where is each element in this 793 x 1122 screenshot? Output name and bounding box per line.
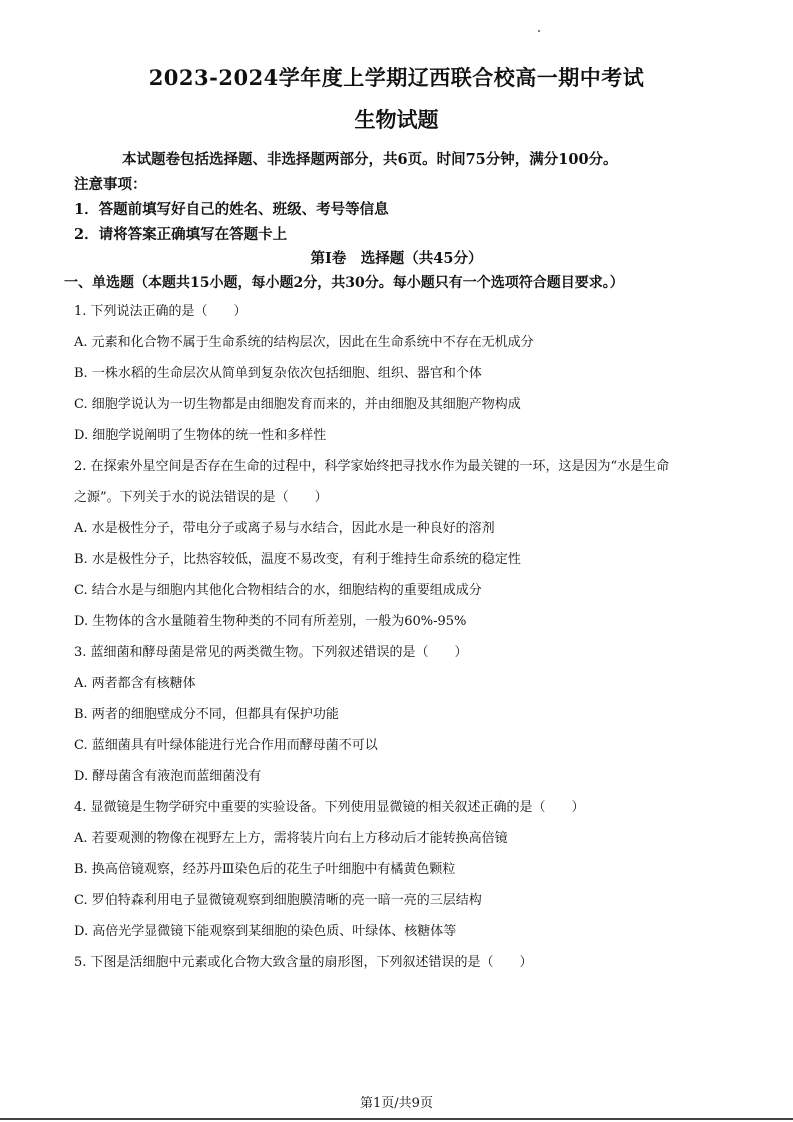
bottom-rule xyxy=(0,1118,793,1120)
scan-speck xyxy=(538,30,540,32)
option-line: A. 两者都含有核糖体 xyxy=(74,676,196,691)
option-line: B. 换高倍镜观察，经苏丹Ⅲ染色后的花生子叶细胞中有橘黄色颗粒 xyxy=(74,862,456,877)
option-line: C. 罗伯特森利用电子显微镜观察到细胞膜清晰的亮一暗一亮的三层结构 xyxy=(74,893,482,908)
option-line: B. 一株水稻的生命层次从简单到复杂依次包括细胞、组织、器官和个体 xyxy=(74,366,482,381)
question-line: 4. 显微镜是生物学研究中重要的实验设备。下列使用显微镜的相关叙述正确的是（ ） xyxy=(74,800,585,815)
question-line: 5. 下图是活细胞中元素或化合物大致含量的扇形图，下列叙述错误的是（ ） xyxy=(74,955,533,970)
option-line: D. 酵母菌含有液泡而蓝细菌没有 xyxy=(74,769,262,784)
option-line: D. 细胞学说阐明了生物体的统一性和多样性 xyxy=(74,428,327,443)
option-line: D. 生物体的含水量随着生物种类的不同有所差别，一般为60%-95% xyxy=(74,614,467,629)
exam-intro: 本试题卷包括选择题、非选择题两部分，共6页。时间75分钟，满分100分。 xyxy=(122,151,618,168)
section-title: 第I卷 选择题（共45分） xyxy=(310,250,483,267)
question-line: 之源”。下列关于水的说法错误的是（ ） xyxy=(74,490,328,505)
option-line: C. 结合水是与细胞内其他化合物相结合的水，细胞结构的重要组成成分 xyxy=(74,583,482,598)
option-line: A. 若要观测的物像在视野左上方，需将装片向右上方移动后才能转换高倍镜 xyxy=(74,831,508,846)
option-line: A. 元素和化合物不属于生命系统的结构层次，因此在生命系统中不存在无机成分 xyxy=(74,335,534,350)
part-heading: 一、单选题（本题共15小题，每小题2分，共30分。每小题只有一个选项符合题目要求。） xyxy=(64,275,624,291)
option-line: C. 蓝细菌具有叶绿体能进行光合作用而酵母菌不可以 xyxy=(74,738,378,753)
option-line: C. 细胞学说认为一切生物都是由细胞发育而来的，并由细胞及其细胞产物构成 xyxy=(74,397,521,412)
option-line: B. 水是极性分子，比热容较低，温度不易改变，有利于维持生命系统的稳定性 xyxy=(74,552,521,567)
question-line: 1. 下列说法正确的是（ ） xyxy=(74,304,247,319)
page-number: 第1页/共9页 xyxy=(360,1096,433,1111)
notice-item: 2．请将答案正确填写在答题卡上 xyxy=(74,226,288,243)
notice-item: 1．答题前填写好自己的姓名、班级、考号等信息 xyxy=(74,201,389,218)
exam-title: 2023-2024学年度上学期辽西联合校高一期中考试 xyxy=(148,65,645,90)
option-line: D. 高倍光学显微镜下能观察到某细胞的染色质、叶绿体、核糖体等 xyxy=(74,924,457,939)
exam-subtitle: 生物试题 xyxy=(354,107,439,132)
question-line: 3. 蓝细菌和酵母菌是常见的两类微生物。下列叙述错误的是（ ） xyxy=(74,645,468,660)
option-line: B. 两者的细胞壁成分不同，但都具有保护功能 xyxy=(74,707,339,722)
notice-heading: 注意事项： xyxy=(74,176,147,193)
question-line: 2. 在探索外星空间是否存在生命的过程中，科学家始终把寻找水作为最关键的一环，这是因为“水是生命 xyxy=(74,459,670,474)
option-line: A. 水是极性分子，带电分子或离子易与水结合，因此水是一种良好的溶剂 xyxy=(74,521,495,536)
